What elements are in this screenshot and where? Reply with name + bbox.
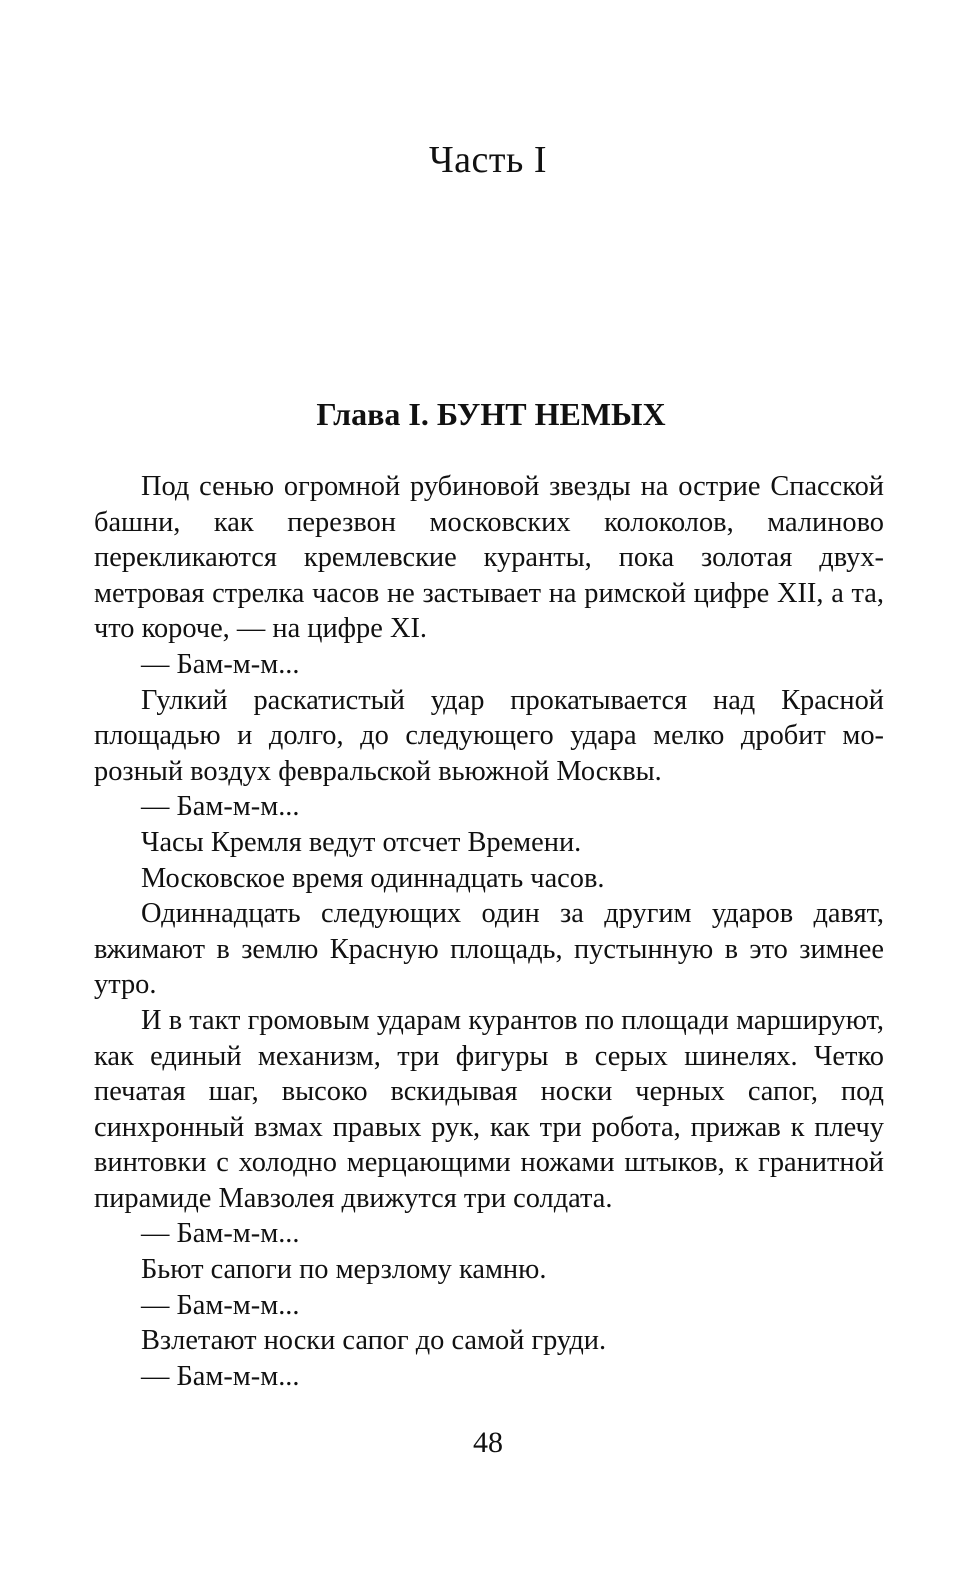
paragraph: — Бам-м-м... [141, 648, 300, 680]
paragraph: — Бам-м-м... [141, 791, 300, 823]
chapter-body [94, 469, 884, 1394]
paragraph: Одиннадцать следующих один за другим ударов давят, вжимают в землю Красную площадь, пустынную в это зимнее утро. [94, 898, 884, 1001]
paragraph: Московское время одиннадцать часов. [141, 862, 605, 894]
paragraph: — Бам-м-м... [141, 1218, 300, 1250]
part-title: Часть I [428, 139, 548, 181]
paragraph: — Бам-м-м... [141, 1289, 300, 1321]
paragraph: И в такт громовым ударам курантов по площади маршируют, как единый механизм, три фигуры в серых шинелях. Четко печатая шаг, высоко вскидывая носки черных сапог, под синхронный взмах правых рук, как три робота, прижав к плечу винтовки с холодно мерцающими ножами штыков, к гранитной пирамиде Мавзолея движутся три солдата. [94, 1004, 884, 1214]
paragraph: Взлетают носки сапог до самой груди. [141, 1325, 607, 1357]
chapter-title: Глава I. БУНТ НЕМЫХ [316, 396, 666, 432]
paragraph: Бьют сапоги по мерзлому камню. [141, 1254, 547, 1286]
paragraph: Под сенью огромной рубиновой звезды на острие Спасской башни, как перезвон московских колоколов, малиново перекликаются кремлевские куранты, пока золотая двухметровая стрелка часов не застывает на римской цифре XII, а та, что короче, — на цифре XI. [94, 471, 884, 645]
paragraph: Часы Кремля ведут отсчет Времени. [141, 826, 582, 858]
page-number: 48 [473, 1426, 503, 1459]
paragraph: — Бам-м-м... [141, 1360, 300, 1392]
paragraph: Гулкий раскатистый удар прокатывается над Красной площадью и долго, до следующего удара мелко дробит морозный воздух февральской вьюжной Москвы. [94, 684, 884, 787]
